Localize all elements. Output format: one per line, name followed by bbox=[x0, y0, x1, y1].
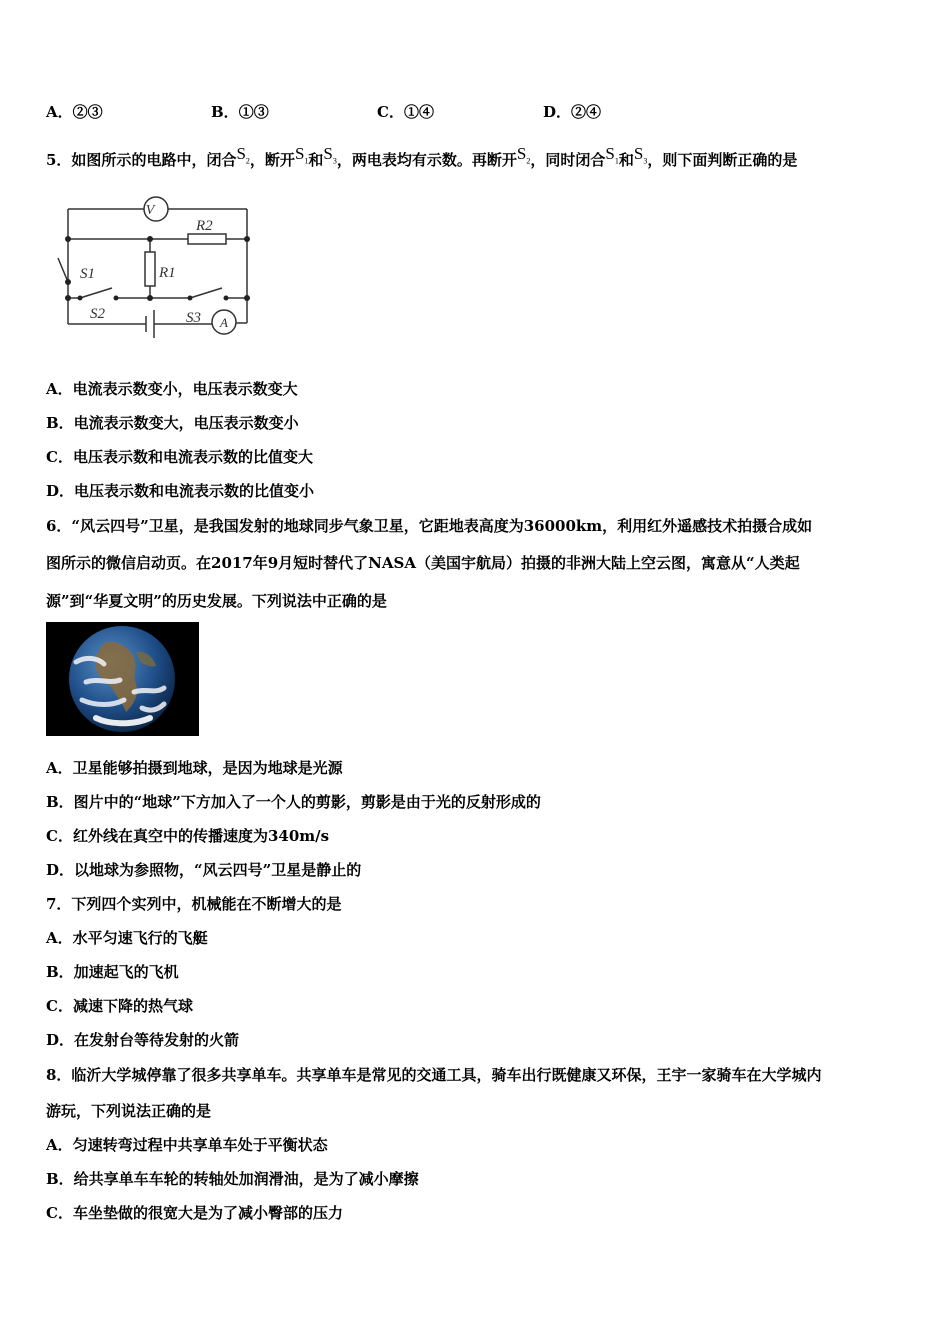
q4-option-b: B．①③ bbox=[211, 103, 269, 121]
q6-stem-line-1: 6．“风云四号”卫星，是我国发射的地球同步气象卫星，它距地表高度为36000km，利用红外遥感技术拍摄合成如 bbox=[46, 517, 813, 535]
q5-option-c: C．电压表示数和电流表示数的比值变大 bbox=[46, 448, 313, 466]
q5-option-d: D．电压表示数和电流表示数的比值变小 bbox=[46, 482, 315, 500]
q6-option-a: A．卫星能够拍摄到地球，是因为地球是光源 bbox=[46, 759, 343, 777]
q8-stem-line-2: 游玩，下列说法正确的是 bbox=[46, 1102, 212, 1120]
q7-option-b: B．加速起飞的飞机 bbox=[46, 963, 179, 981]
q4-option-c: C．①④ bbox=[377, 103, 434, 121]
q6-stem-line-3: 源”到“华夏文明”的历史发展。下列说法中正确的是 bbox=[46, 592, 387, 610]
q4-option-d: D．②④ bbox=[543, 103, 602, 121]
svg-text:R2: R2 bbox=[196, 218, 213, 234]
svg-text:V: V bbox=[145, 203, 155, 218]
svg-text:R1: R1 bbox=[159, 265, 176, 281]
q6-option-b: B．图片中的“地球”下方加入了一个人的剪影，剪影是由于光的反射形成的 bbox=[46, 793, 541, 811]
svg-text:S3: S3 bbox=[186, 310, 201, 326]
q8-option-a: A．匀速转弯过程中共享单车处于平衡状态 bbox=[46, 1136, 328, 1154]
q8-option-b: B．给共享单车车轮的转轴处加润滑油，是为了减小摩擦 bbox=[46, 1170, 419, 1188]
q4-option-a: A．②③ bbox=[46, 103, 103, 121]
switch-s2 bbox=[80, 288, 112, 298]
q6-option-c: C．红外线在真空中的传播速度为340m/s bbox=[46, 827, 330, 845]
resistor-r2 bbox=[188, 234, 226, 244]
q7-option-d: D．在发射台等待发射的火箭 bbox=[46, 1031, 240, 1049]
earth-image bbox=[46, 622, 199, 736]
symbol-s3: $S_3$ bbox=[633, 144, 648, 166]
symbol-s1: $S_1$ bbox=[605, 144, 619, 166]
q8-option-c: C．车坐垫做的很宽大是为了减小臀部的压力 bbox=[46, 1204, 343, 1222]
q7-stem: 7．下列四个实列中，机械能在不断增大的是 bbox=[46, 895, 342, 913]
q8-stem-line-1: 8．临沂大学城停靠了很多共享单车。共享单车是常见的交通工具，骑车出行既健康又环保，王宇一家骑车在大学城内 bbox=[46, 1066, 822, 1084]
switch-s3 bbox=[190, 288, 222, 298]
svg-text:S1: S1 bbox=[80, 266, 95, 282]
q6-stem-line-2: 图所示的微信启动页。在2017年9月短时替代了NASA（美国宇航局）拍摄的非洲大陆上空云图，寓意从“人类起 bbox=[46, 554, 800, 572]
switch-s1 bbox=[58, 258, 68, 282]
q5-option-b: B．电流表示数变大，电压表示数变小 bbox=[46, 414, 299, 432]
q5-stem: 5．如图所示的电路中，闭合$S_2$，断开$S_1$和$S_3$，两电表均有示数。再断开$S_2$，同时闭合$S_1$和$S_3$，则下面判断正确的是 bbox=[46, 144, 798, 169]
circuit-diagram bbox=[50, 192, 265, 342]
symbol-s3: $S_3$ bbox=[323, 144, 337, 166]
q5-option-a: A．电流表示数变小，电压表示数变大 bbox=[46, 380, 298, 398]
q7-option-a: A．水平匀速飞行的飞艇 bbox=[46, 929, 208, 947]
q7-option-c: C．减速下降的热气球 bbox=[46, 997, 193, 1015]
svg-text:A: A bbox=[220, 315, 228, 330]
symbol-s2: $S_2$ bbox=[236, 144, 250, 166]
svg-text:S2: S2 bbox=[90, 306, 105, 322]
symbol-s1: $S_1$ bbox=[294, 144, 309, 166]
q6-option-d: D．以地球为参照物，“风云四号”卫星是静止的 bbox=[46, 861, 362, 879]
resistor-r1 bbox=[145, 252, 155, 286]
symbol-s2: $S_2$ bbox=[516, 144, 531, 166]
